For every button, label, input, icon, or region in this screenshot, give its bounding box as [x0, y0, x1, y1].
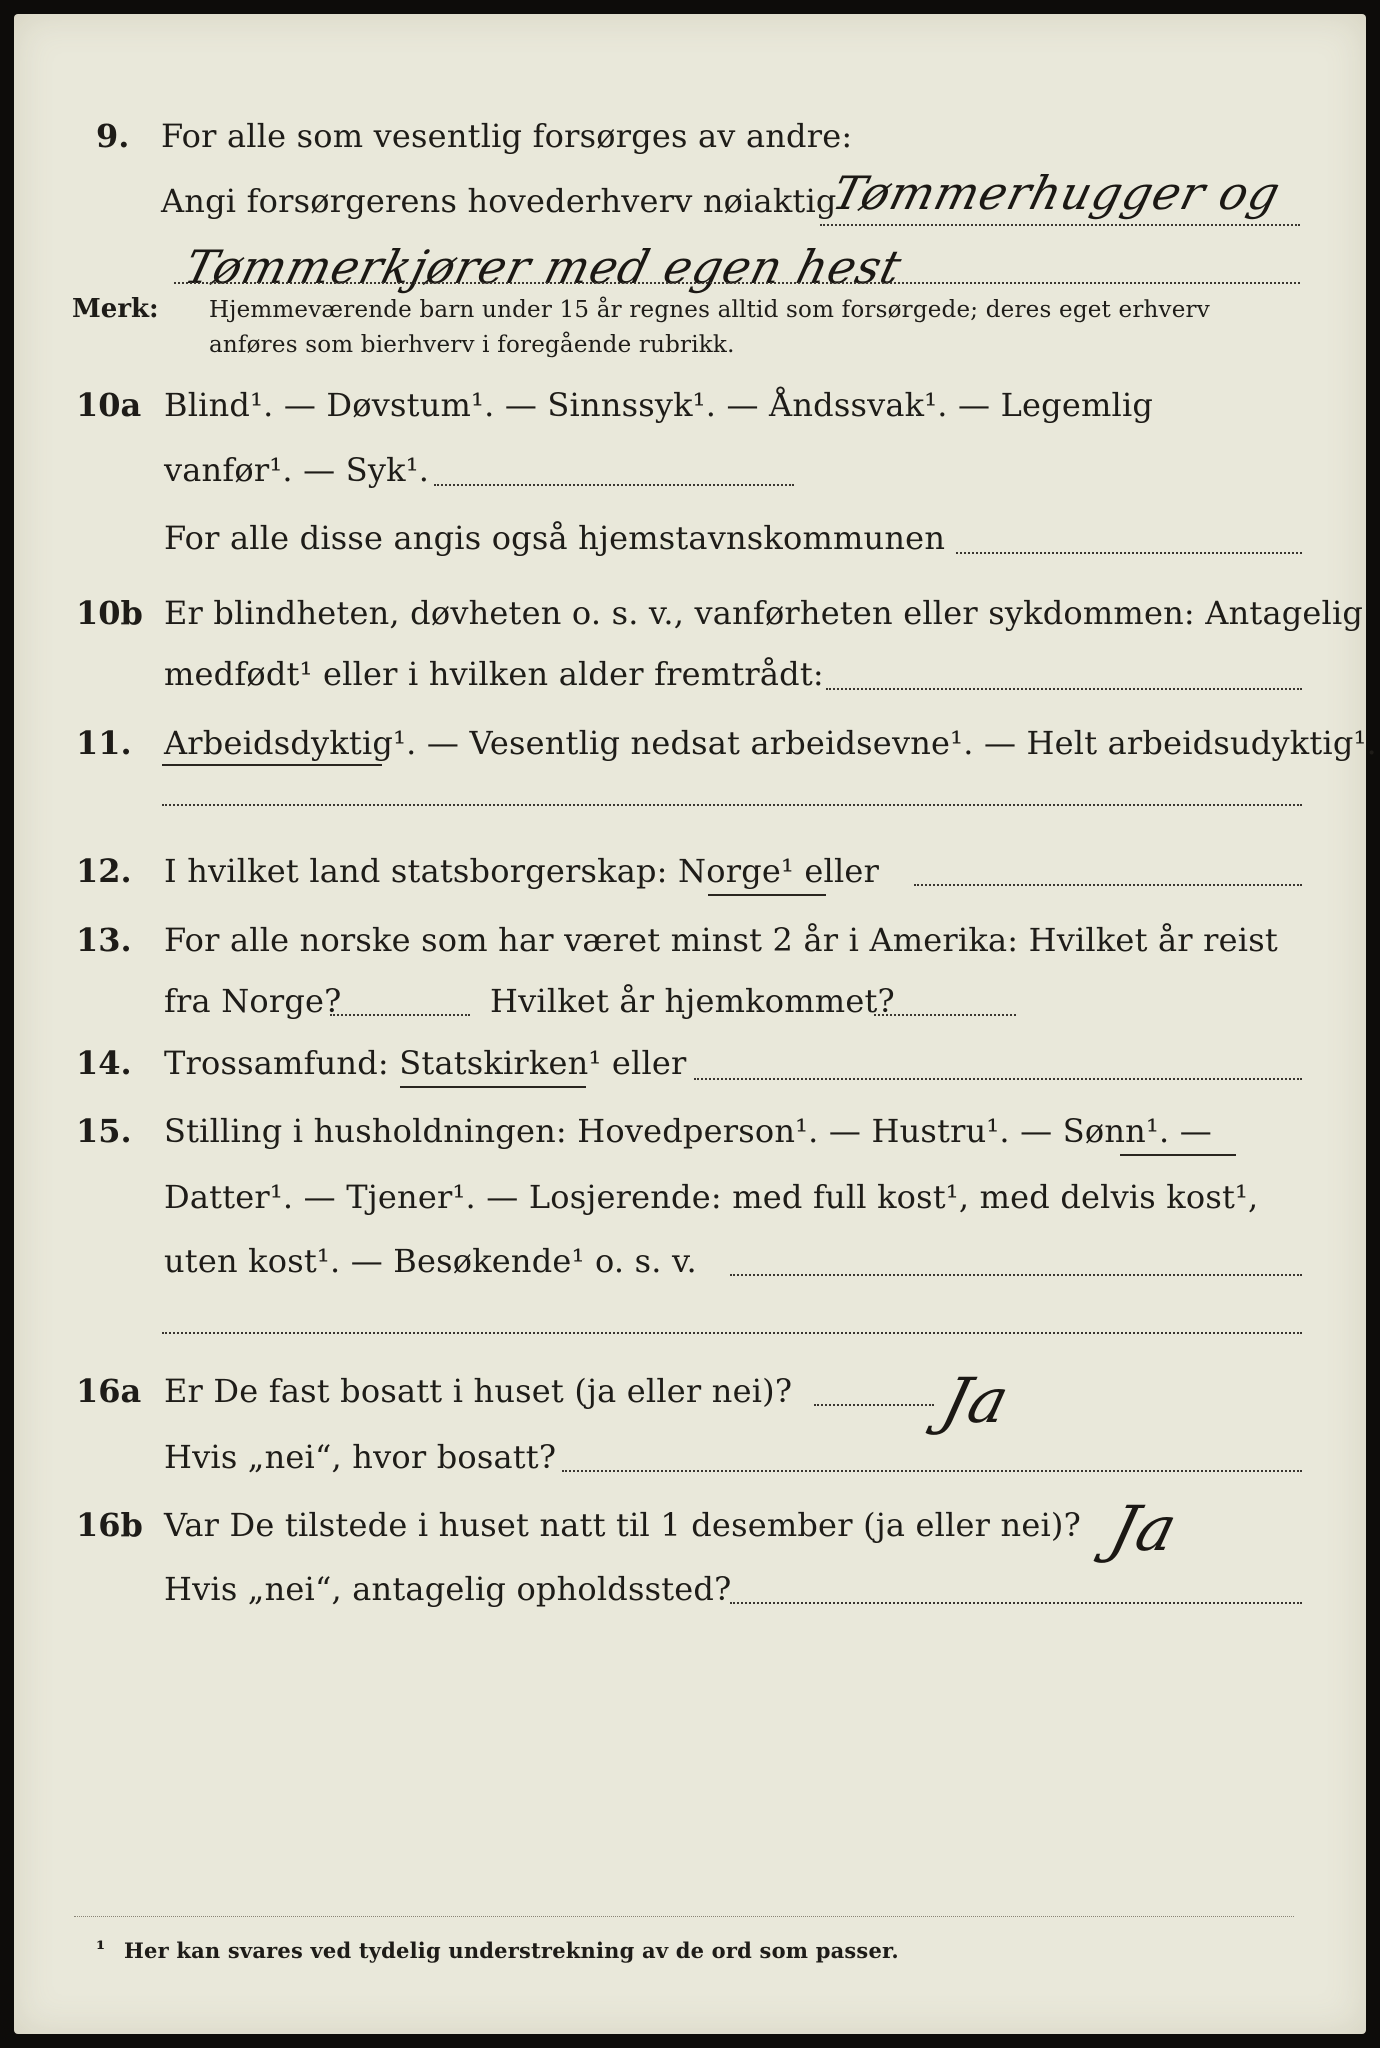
question-16b-line2: Hvis „nei“, antagelig opholdssted? — [164, 1570, 732, 1608]
answer-line — [694, 1078, 1302, 1080]
question-10a-line2: vanfør¹. — Syk¹. — [164, 451, 430, 489]
answer-line — [562, 1470, 1302, 1472]
footnote-separator — [74, 1916, 1294, 1917]
question-13-line2a: fra Norge? — [164, 982, 342, 1020]
question-10b-line2: medfødt¹ eller i hvilken alder fremtrådt: — [164, 655, 824, 693]
answer-line — [914, 884, 1302, 886]
answer-line — [874, 1014, 1016, 1016]
question-10b-number: 10b — [76, 594, 143, 632]
question-9-handwritten-answer-1: Tømmerhugger og — [827, 166, 1287, 220]
answer-line — [174, 282, 1300, 284]
question-16b-handwritten-answer: Ja — [1102, 1492, 1185, 1565]
question-10a-number: 10a — [76, 386, 142, 424]
answer-line — [956, 552, 1302, 554]
question-16a-handwritten-answer: Ja — [934, 1364, 1017, 1437]
answer-underline-arbeidsdyktig — [162, 764, 382, 766]
question-11-line1: Arbeidsdyktig¹. — Vesentlig nedsat arbeidsevne¹. — Helt arbeidsudyktig¹. — [164, 724, 1377, 762]
question-13-line1: For alle norske som har været minst 2 år i Amerika: Hvilket år reist — [164, 921, 1278, 959]
footnote-text: Her kan svares ved tydelig understrekning av de ord som passer. — [124, 1938, 899, 1963]
footnote-mark: ¹ — [96, 1936, 106, 1961]
answer-line — [330, 1014, 470, 1016]
answer-line — [162, 1332, 1302, 1334]
merk-note-line1: Hjemmeværende barn under 15 år regnes alltid som forsørgede; deres eget erhverv — [209, 297, 1210, 323]
question-16b-number: 16b — [76, 1506, 143, 1544]
question-16a-number: 16a — [76, 1372, 142, 1410]
question-13-line2b: Hvilket år hjemkommet? — [490, 982, 895, 1020]
answer-underline-norge — [708, 894, 826, 896]
question-15-number: 15. — [76, 1112, 132, 1150]
question-15-line3: uten kost¹. — Besøkende¹ o. s. v. — [164, 1242, 697, 1280]
question-9-line2: Angi forsørgerens hovederhverv nøiaktig — [161, 182, 837, 220]
question-15-line1: Stilling i husholdningen: Hovedperson¹. — Hustru¹. — Sønn¹. — — [164, 1112, 1212, 1150]
answer-line — [826, 688, 1302, 690]
answer-underline-statskirken — [400, 1086, 586, 1088]
merk-note-line2: anføres som bierhverv i foregående rubrikk. — [209, 332, 735, 358]
answer-line — [730, 1602, 1302, 1604]
answer-line — [820, 224, 1300, 226]
merk-label: Merk: — [72, 294, 159, 324]
question-13-number: 13. — [76, 921, 132, 959]
question-10b-line1: Er blindheten, døvheten o. s. v., vanførheten eller sykdommen: Antagelig — [164, 594, 1364, 632]
answer-line — [434, 484, 794, 486]
question-10a-line3: For alle disse angis også hjemstavnskommunen — [164, 519, 946, 557]
question-15-line2: Datter¹. — Tjener¹. — Losjerende: med full kost¹, med delvis kost¹, — [164, 1178, 1259, 1216]
question-12-line1: I hvilket land statsborgerskap: Norge¹ eller — [164, 852, 880, 890]
question-16b-line1: Var De tilstede i huset natt til 1 desember (ja eller nei)? — [164, 1506, 1081, 1544]
question-16a-line2: Hvis „nei“, hvor bosatt? — [164, 1438, 557, 1476]
question-14-number: 14. — [76, 1044, 132, 1082]
answer-line — [730, 1274, 1302, 1276]
census-form-page — [14, 14, 1377, 2034]
question-14-line1: Trossamfund: Statskirken¹ eller — [164, 1044, 687, 1082]
question-9-handwritten-answer-2: Tømmerkjører med egen hest — [179, 240, 908, 294]
question-16a-line1: Er De fast bosatt i huset (ja eller nei)? — [164, 1372, 793, 1410]
question-9-line1: For alle som vesentlig forsørges av andre: — [161, 117, 853, 155]
question-10a-line1: Blind¹. — Døvstum¹. — Sinnssyk¹. — Åndssvak¹. — Legemlig — [164, 386, 1154, 424]
question-12-number: 12. — [76, 852, 132, 890]
answer-underline-sonn — [1120, 1154, 1236, 1156]
answer-line — [162, 804, 1302, 806]
question-9-number: 9. — [96, 117, 130, 155]
question-11-number: 11. — [76, 724, 132, 762]
answer-line — [814, 1404, 934, 1406]
